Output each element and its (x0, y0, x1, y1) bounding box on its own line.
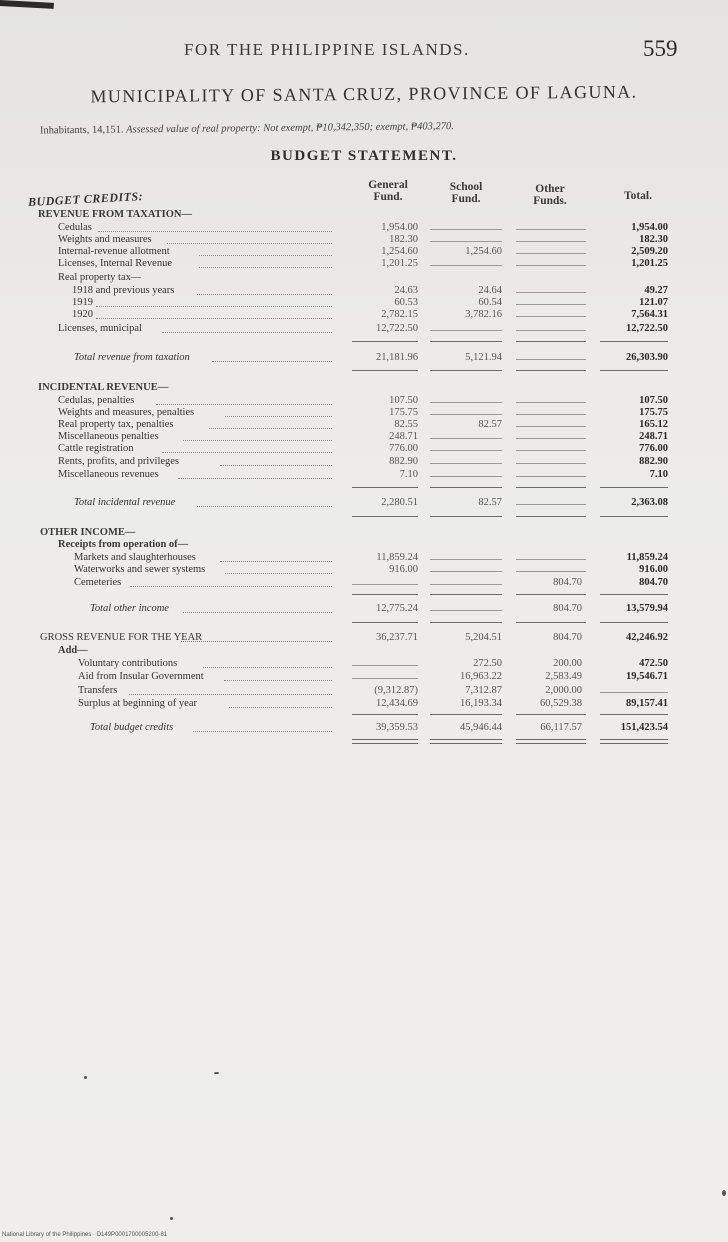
empty-cell-dash (516, 402, 586, 403)
empty-cell-dash (430, 476, 502, 477)
column-rule (600, 594, 668, 595)
empty-cell-dash (516, 438, 586, 439)
empty-cell-dash (430, 559, 502, 560)
column-rule (352, 622, 418, 623)
cell-total: 11,859.24 (626, 552, 668, 563)
scan-speck (722, 1190, 726, 1196)
cell-total: 182.30 (639, 234, 668, 245)
leader-dots (167, 242, 332, 244)
leader-dots (193, 730, 332, 732)
leader-dots (197, 505, 332, 507)
leader-dots (98, 230, 332, 232)
leader-dots (212, 360, 332, 362)
cell-general: 175.75 (389, 407, 418, 418)
cell-school: 272.50 (473, 658, 502, 669)
cell-general: 12,722.50 (376, 323, 418, 334)
table-row-additions (0, 671, 728, 683)
row-label: Cattle registration (58, 443, 134, 454)
leader-dots (220, 464, 332, 466)
empty-cell-dash (352, 678, 418, 679)
leader-dots (162, 331, 332, 333)
cell-general: 21,181.96 (376, 352, 418, 363)
table-row-taxation (0, 297, 728, 309)
row-label: Total incidental revenue (74, 497, 176, 508)
cell-other: 804.70 (553, 632, 582, 643)
cell-total: 13,579.94 (626, 603, 668, 614)
cell-total: 151,423.54 (620, 722, 668, 733)
empty-cell-dash (430, 571, 502, 572)
cell-total: 7.10 (649, 469, 668, 480)
row-label: 1920 (72, 309, 93, 320)
leader-dots (178, 477, 332, 479)
leader-dots (197, 293, 332, 295)
column-rule (600, 487, 668, 488)
cell-general: 39,359.53 (376, 722, 418, 733)
inhabitants-line (40, 119, 690, 137)
empty-cell-dash (430, 414, 502, 415)
cell-school: 82.57 (478, 497, 502, 508)
cell-total: 121.07 (639, 297, 668, 308)
column-rule (516, 516, 586, 517)
cell-total: 882.90 (639, 456, 668, 467)
empty-cell-dash (430, 463, 502, 464)
cell-other: 66,117.57 (540, 722, 582, 733)
empty-cell-dash (430, 330, 502, 331)
cell-general: 1,954.00 (381, 222, 418, 233)
row-label: Cedulas, penalties (58, 395, 135, 406)
row-label: Surplus at beginning of year (78, 698, 197, 709)
add-label: Add— (58, 645, 88, 656)
cell-school: 60.54 (478, 297, 502, 308)
table-row-other-income (0, 564, 728, 576)
column-rule (516, 622, 586, 623)
cell-general: 1,254.60 (381, 246, 418, 257)
cell-general: 11,859.24 (376, 552, 418, 563)
cell-general: 916.00 (389, 564, 418, 575)
leader-dots (203, 666, 332, 668)
leader-dots (209, 427, 332, 429)
cell-total: 776.00 (639, 443, 668, 454)
table-row-taxation (0, 285, 728, 297)
cell-general: 182.30 (389, 234, 418, 245)
table-row-taxation (0, 272, 728, 284)
cell-school: 1,254.60 (465, 246, 502, 257)
empty-cell-dash (516, 559, 586, 560)
row-label: 1918 and previous years (72, 285, 175, 296)
leader-dots (156, 403, 332, 405)
cell-other: 60,529.38 (540, 698, 582, 709)
total-row-incidental (0, 497, 728, 509)
cell-total: 89,157.41 (626, 698, 668, 709)
cell-school: 16,193.34 (460, 698, 502, 709)
cell-general: 2,280.51 (381, 497, 418, 508)
row-label: 1919 (72, 297, 93, 308)
empty-cell-dash (516, 414, 586, 415)
cell-school: 82.57 (478, 419, 502, 430)
cell-general: 248.71 (389, 431, 418, 442)
table-row-incidental (0, 395, 728, 407)
empty-cell-dash (430, 265, 502, 266)
cell-total: 916.00 (639, 564, 668, 575)
leader-dots (129, 693, 332, 695)
row-label: Weights and measures, penalties (58, 407, 195, 418)
cell-total: 472.50 (639, 658, 668, 669)
cell-total: 19,546.71 (626, 671, 668, 682)
leader-dots (96, 317, 332, 319)
empty-cell-dash (516, 330, 586, 331)
table-row-taxation (0, 234, 728, 246)
cell-general: 882.90 (389, 456, 418, 467)
empty-cell-dash (516, 463, 586, 464)
table-row-incidental (0, 419, 728, 431)
row-label: Total other income (90, 603, 169, 614)
leader-dots (229, 706, 332, 708)
assessed-label: Assessed value of real property: (125, 123, 261, 136)
empty-cell-dash (352, 665, 418, 666)
column-rule (430, 622, 502, 623)
column-rule (352, 341, 418, 342)
empty-cell-dash (516, 304, 586, 305)
row-label: Transfers (78, 685, 118, 696)
budget-credits-label: BUDGET CREDITS: (27, 188, 144, 210)
empty-cell-dash (516, 241, 586, 242)
leader-dots (225, 572, 332, 574)
cell-school: 24.64 (478, 285, 502, 296)
scan-speck (214, 1072, 219, 1074)
empty-cell-dash (516, 253, 586, 254)
row-label: Cemeteries (74, 577, 122, 588)
column-rule (352, 714, 418, 715)
cell-general: 776.00 (389, 443, 418, 454)
cell-school: 5,121.94 (465, 352, 502, 363)
table-row-other-income (0, 577, 728, 589)
cell-general: (9,312.87) (374, 685, 418, 696)
leader-dots (162, 451, 332, 453)
row-label: Cedulas (58, 222, 92, 233)
row-label: Real property tax— (58, 272, 142, 283)
cell-total: 2,363.08 (631, 497, 668, 508)
column-rule (516, 341, 586, 342)
column-header-general: General Fund. (368, 179, 408, 203)
row-label: Internal-revenue allotment (58, 246, 170, 257)
leader-dots (224, 679, 332, 681)
column-header-other: Other Funds. (533, 183, 567, 207)
row-label: Miscellaneous penalties (58, 431, 159, 442)
column-rule (600, 739, 668, 744)
total-row-budget-credits (0, 722, 728, 734)
column-rule (352, 487, 418, 488)
cell-other: 2,000.00 (545, 685, 582, 696)
cell-general: 24.63 (394, 285, 418, 296)
section-heading-incidental: INCIDENTAL REVENUE— (38, 382, 169, 393)
column-header-total: Total. (623, 190, 652, 202)
table-row-taxation (0, 258, 728, 270)
empty-cell-dash (516, 359, 586, 360)
table-row-taxation (0, 246, 728, 258)
empty-cell-dash (516, 476, 586, 477)
cell-total: 165.12 (639, 419, 668, 430)
empty-cell-dash (430, 450, 502, 451)
cell-general: 12,434.69 (376, 698, 418, 709)
empty-cell-dash (516, 504, 586, 505)
section-heading-taxation: REVENUE FROM TAXATION— (38, 209, 193, 220)
column-rule (430, 370, 502, 371)
leader-dots (225, 415, 332, 417)
cell-general: 107.50 (389, 395, 418, 406)
scan-footer: National Library of the Philippines · D149P0001700005200·81 (2, 1232, 168, 1238)
table-row-incidental (0, 456, 728, 468)
cell-other: 200.00 (553, 658, 582, 669)
cell-total: 42,246.92 (626, 632, 668, 643)
table-row-other-income (0, 552, 728, 564)
column-rule (430, 714, 502, 715)
leader-dots (183, 439, 332, 441)
empty-cell-dash (430, 402, 502, 403)
column-rule (600, 622, 668, 623)
cell-total: 248.71 (639, 431, 668, 442)
cell-general: 36,237.71 (376, 632, 418, 643)
row-label: Aid from Insular Government (78, 671, 204, 682)
row-label: GROSS REVENUE FOR THE YEAR (40, 632, 203, 643)
row-label: Miscellaneous revenues (58, 469, 159, 480)
row-label: Licenses, municipal (58, 323, 142, 334)
table-row-additions (0, 698, 728, 710)
table-row-taxation (0, 309, 728, 321)
gross-revenue-row (0, 632, 728, 644)
scan-speck (84, 1076, 87, 1079)
cell-total: 12,722.50 (626, 323, 668, 334)
empty-cell-dash (516, 426, 586, 427)
cell-general: 1,201.25 (381, 258, 418, 269)
cell-school: 3,782.16 (465, 309, 502, 320)
empty-cell-dash (516, 292, 586, 293)
cell-total: 175.75 (639, 407, 668, 418)
row-label: Waterworks and sewer systems (74, 564, 206, 575)
cell-school: 5,204.51 (465, 632, 502, 643)
table-row-taxation (0, 222, 728, 234)
cell-general: 12,775.24 (376, 603, 418, 614)
empty-cell-dash (352, 584, 418, 585)
leader-dots (199, 254, 332, 256)
subheading-receipts: Receipts from operation of— (58, 539, 189, 550)
column-header-school: School Fund. (449, 181, 483, 205)
section-heading-other-income: OTHER INCOME— (40, 527, 136, 538)
leader-dots (183, 611, 332, 613)
budget-statement-title: BUDGET STATEMENT. (270, 148, 458, 164)
column-rule (516, 370, 586, 371)
cell-total: 804.70 (639, 577, 668, 588)
total-row-other-income (0, 603, 728, 615)
column-rule (516, 739, 586, 744)
empty-cell-dash (516, 450, 586, 451)
column-rule (600, 516, 668, 517)
column-rule (516, 487, 586, 488)
cell-total: 2,509.20 (631, 246, 668, 257)
running-head (0, 36, 728, 66)
assessed-value: Not exempt, ₱10,342,350; exempt, ₱403,270. (263, 121, 454, 135)
column-rule (516, 714, 586, 715)
cell-total: 7,564.31 (631, 309, 668, 320)
empty-cell-dash (600, 692, 668, 693)
leader-dots (199, 266, 332, 268)
cell-total: 1,201.25 (631, 258, 668, 269)
empty-cell-dash (516, 316, 586, 317)
table-row-incidental (0, 431, 728, 443)
column-rule (516, 594, 586, 595)
column-rule (430, 516, 502, 517)
leader-dots (220, 560, 332, 562)
column-rule (600, 714, 668, 715)
cell-total: 1,954.00 (631, 222, 668, 233)
table-row-additions (0, 685, 728, 697)
cell-general: 7.10 (399, 469, 418, 480)
cell-other: 2,583.49 (545, 671, 582, 682)
column-rule (430, 487, 502, 488)
cell-total: 49.27 (644, 285, 668, 296)
cell-total: 26,303.90 (626, 352, 668, 363)
column-rule (352, 370, 418, 371)
cell-school: 16,963.22 (460, 671, 502, 682)
leader-dots (130, 585, 332, 587)
cell-school: 45,946.44 (460, 722, 502, 733)
table-row-incidental (0, 443, 728, 455)
empty-cell-dash (430, 438, 502, 439)
total-row-taxation (0, 352, 728, 364)
cell-general: 60.53 (394, 297, 418, 308)
cell-other: 804.70 (553, 603, 582, 614)
scan-artifact (0, 0, 54, 9)
municipality-title: MUNICIPALITY OF SANTA CRUZ, PROVINCE OF LAGUNA. (90, 81, 638, 107)
cell-other: 804.70 (553, 577, 582, 588)
row-label: Voluntary contributions (78, 658, 178, 669)
leader-dots (96, 305, 332, 307)
row-label: Rents, profits, and privileges (58, 456, 180, 467)
row-label: Markets and slaughterhouses (74, 552, 196, 563)
column-rule (430, 594, 502, 595)
leader-dots (181, 640, 332, 642)
empty-cell-dash (430, 229, 502, 230)
cell-total: 107.50 (639, 395, 668, 406)
row-label: Weights and measures (58, 234, 152, 245)
row-label: Total budget credits (90, 722, 174, 733)
table-row-incidental (0, 469, 728, 481)
empty-cell-dash (516, 229, 586, 230)
page-number: 559 (643, 36, 678, 61)
table-row-incidental (0, 407, 728, 419)
inhabitants-count: Inhabitants, 14,151. (39, 124, 124, 137)
cell-general: 2,782.15 (381, 309, 418, 320)
column-rule (600, 341, 668, 342)
table-row-additions (0, 658, 728, 670)
cell-general: 82.55 (394, 419, 418, 430)
column-rule (430, 341, 502, 342)
empty-cell-dash (516, 265, 586, 266)
column-rule (352, 594, 418, 595)
row-label: Real property tax, penalties (58, 419, 174, 430)
column-rule (352, 516, 418, 517)
empty-cell-dash (516, 571, 586, 572)
table-row-taxation (0, 323, 728, 335)
running-title: FOR THE PHILIPPINE ISLANDS. (184, 40, 470, 59)
column-rule (430, 739, 502, 744)
column-rule (600, 370, 668, 371)
empty-cell-dash (430, 241, 502, 242)
row-label: Licenses, Internal Revenue (58, 258, 172, 269)
column-rule (352, 739, 418, 744)
scan-speck (170, 1217, 173, 1220)
row-label: Total revenue from taxation (74, 352, 190, 363)
cell-school: 7,312.87 (465, 685, 502, 696)
